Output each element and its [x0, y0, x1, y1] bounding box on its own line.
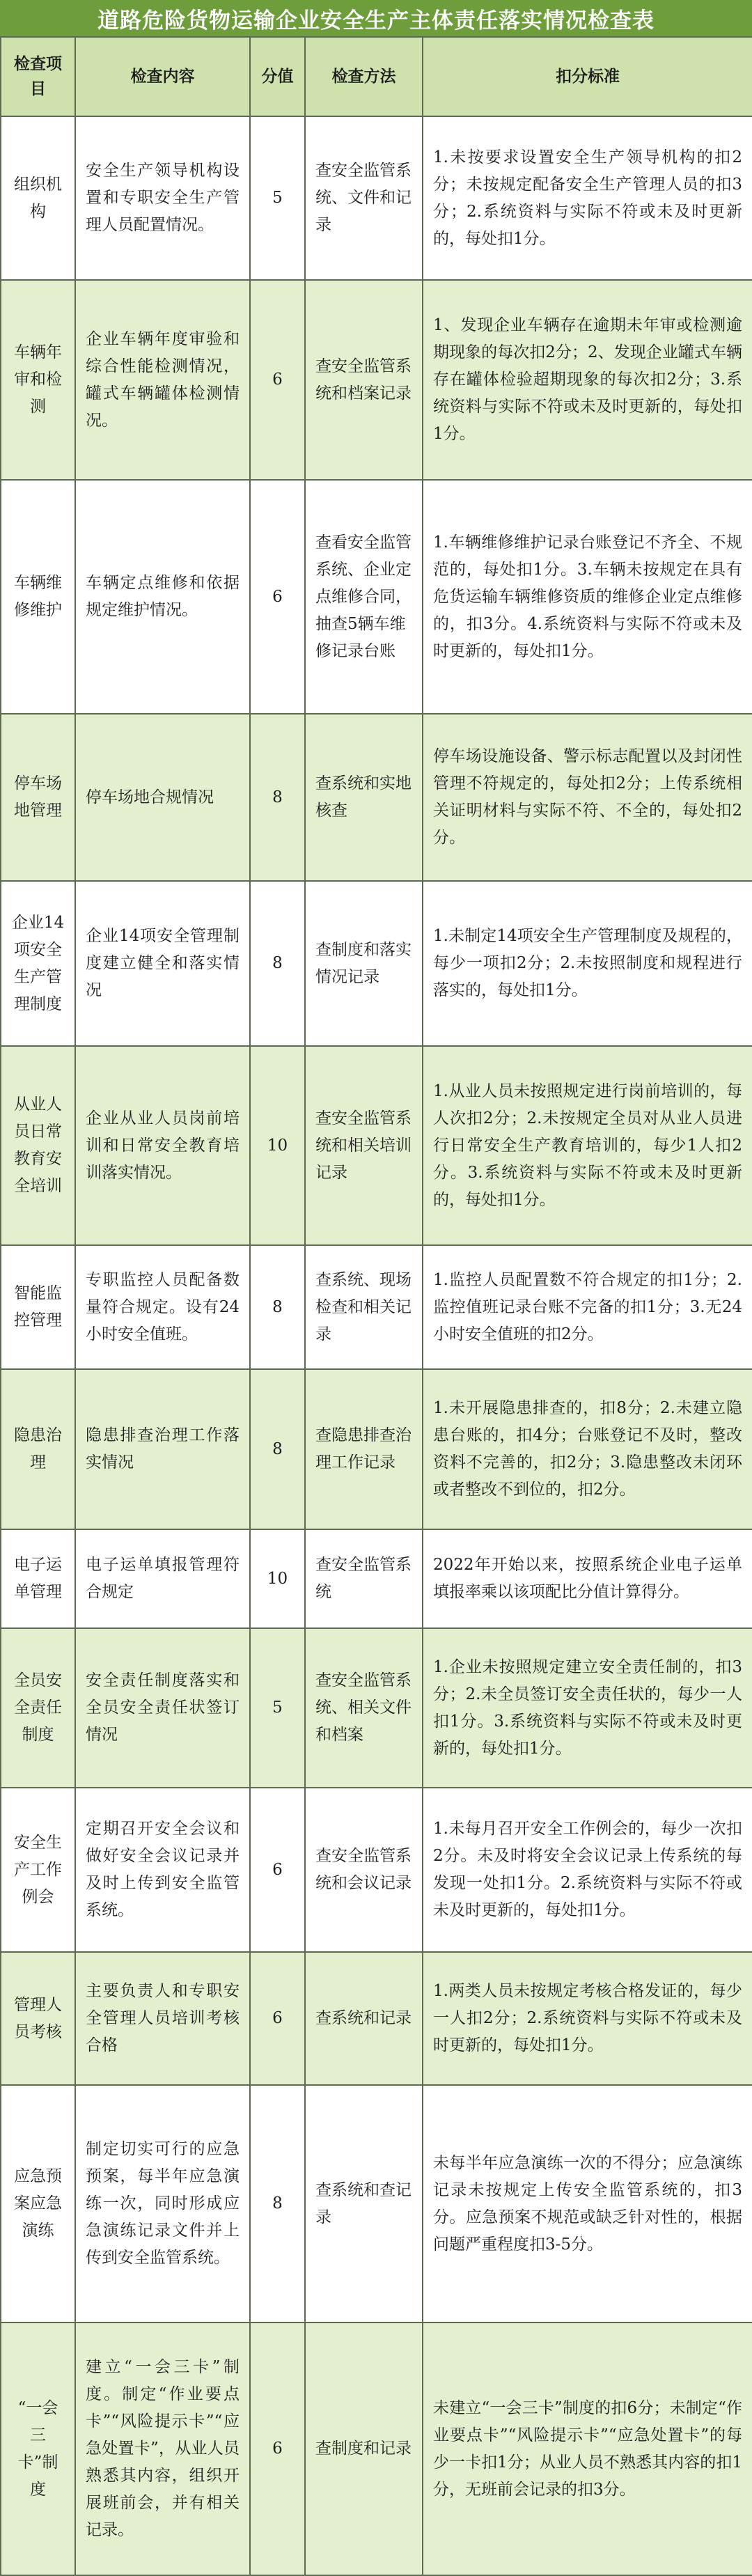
row-method: 查制度和记录 — [305, 2323, 423, 2575]
row-content: 专职监控人员配备数量符合规定。设有24小时安全值班。 — [75, 1245, 250, 1369]
row-criteria: 1.车辆维修维护记录台账登记不齐全、不规范的，每处扣1分。3.车辆未按规定在具有危货运输车辆维修资质的维修企业定点维修的，扣3分。4.系统资料与实际不符或未及时更新的，每处扣1分。 — [423, 480, 752, 714]
table-row — [1, 1788, 752, 1952]
row-item: 企业14项安全生产管理制度 — [1, 881, 75, 1046]
row-method: 查安全监管系统和相关培训记录 — [305, 1046, 423, 1245]
row-method: 查安全监管系统 — [305, 1529, 423, 1628]
row-criteria: 1.企业未按照规定建立安全责任制的，扣3分；2.未全员签订安全责任状的，每少一人扣1分。3.系统资料与实际不符或未及时更新的，每处扣1分。 — [423, 1628, 752, 1788]
row-criteria: 1、发现企业车辆存在逾期未年审或检测逾期现象的每次扣2分；2、发现企业罐式车辆存在罐体检验超期现象的每次扣2分；3.系统资料与实际不符或未及时更新的，每处扣1分。 — [423, 280, 752, 480]
row-score: 8 — [250, 1245, 305, 1369]
row-method: 查看安全监管系统、企业定点维修合同，抽查5辆车维修记录台账 — [305, 480, 423, 714]
table-row — [1, 714, 752, 881]
table-title: 道路危险货物运输企业安全生产主体责任落实情况检查表 — [0, 0, 752, 36]
row-criteria: 停车场设施设备、警示标志配置以及封闭性管理不符规定的，每处扣2分；上传系统相关证明材料与实际不符、不全的，每处扣2分。 — [423, 714, 752, 881]
row-item: 从业人员日常教育安全培训 — [1, 1046, 75, 1245]
header-method: 检查方法 — [305, 37, 423, 116]
row-method: 查制度和落实情况记录 — [305, 881, 423, 1046]
row-content: 停车场地合规情况 — [75, 714, 250, 881]
inspection-table — [0, 36, 752, 2576]
table-row — [1, 480, 752, 714]
row-score: 8 — [250, 714, 305, 881]
row-item: 管理人员考核 — [1, 1952, 75, 2085]
table-row — [1, 1369, 752, 1529]
header-criteria: 扣分标准 — [423, 37, 752, 116]
row-score: 10 — [250, 1529, 305, 1628]
row-criteria: 未建立“一会三卡”制度的扣6分；未制定“作业要点卡”“风险提示卡”“应急处置卡”的每少一卡扣1分；从业人员不熟悉其内容的扣1分，无班前会记录的扣3分。 — [423, 2323, 752, 2575]
row-item: 智能监控管理 — [1, 1245, 75, 1369]
table-row — [1, 1529, 752, 1628]
row-content: 隐患排查治理工作落实情况 — [75, 1369, 250, 1529]
row-content: 电子运单填报管理符合规定 — [75, 1529, 250, 1628]
row-method: 查系统和记录 — [305, 1952, 423, 2085]
row-method: 查系统、现场检查和相关记录 — [305, 1245, 423, 1369]
header-score: 分值 — [250, 37, 305, 116]
row-item: 应急预案应急演练 — [1, 2085, 75, 2323]
row-score: 5 — [250, 116, 305, 280]
row-score: 6 — [250, 2323, 305, 2575]
table-row — [1, 881, 752, 1046]
row-score: 8 — [250, 881, 305, 1046]
row-method: 查安全监管系统、相关文件和档案 — [305, 1628, 423, 1788]
table-header-row — [1, 37, 752, 116]
row-score: 8 — [250, 2085, 305, 2323]
header-content: 检查内容 — [75, 37, 250, 116]
row-content: 建立“一会三卡”制度。制定“作业要点卡”“风险提示卡”“应急处置卡”，从业人员熟悉其内容，组织开展班前会，并有相关记录。 — [75, 2323, 250, 2575]
row-method: 查系统和实地核查 — [305, 714, 423, 881]
table-row — [1, 1628, 752, 1788]
row-criteria: 未每半年应急演练一次的不得分；应急演练记录未按规定上传安全监管系统的，扣3分。应急预案不规范或缺乏针对性的，根据问题严重程度扣3-5分。 — [423, 2085, 752, 2323]
row-criteria: 1.未每月召开安全工作例会的，每少一次扣2分。未及时将安全会议记录上传系统的每发现一处扣1分。2.系统资料与实际不符或未及时更新的，每处扣1分。 — [423, 1788, 752, 1952]
row-method: 查安全监管系统和会议记录 — [305, 1788, 423, 1952]
table-row — [1, 1245, 752, 1369]
row-criteria: 1.未按要求设置安全生产领导机构的扣2分；未按规定配备安全生产管理人员的扣3分；2.系统资料与实际不符或未及时更新的，每处扣1分。 — [423, 116, 752, 280]
row-item: 组织机构 — [1, 116, 75, 280]
row-criteria: 1.未开展隐患排查的，扣8分；2.未建立隐患台账的，扣4分；台账登记不及时，整改资料不完善的，扣2分；3.隐患整改未闭环或者整改不到位的，扣2分。 — [423, 1369, 752, 1529]
row-score: 8 — [250, 1369, 305, 1529]
row-criteria: 1.两类人员未按规定考核合格发证的，每少一人扣2分；2.系统资料与实际不符或未及时更新的，每处扣1分。 — [423, 1952, 752, 2085]
row-content: 制定切实可行的应急预案，每半年应急演练一次，同时形成应急演练记录文件并上传到安全监管系统。 — [75, 2085, 250, 2323]
table-row — [1, 1952, 752, 2085]
table-row — [1, 2323, 752, 2575]
row-item: “一会三卡”制度 — [1, 2323, 75, 2575]
row-content: 企业从业人员岗前培训和日常安全教育培训落实情况。 — [75, 1046, 250, 1245]
row-content: 车辆定点维修和依据规定维护情况。 — [75, 480, 250, 714]
row-criteria: 1.从业人员未按照规定进行岗前培训的，每人次扣2分；2.未按规定全员对从业人员进行日常安全生产教育培训的，每少1人扣2分。3.系统资料与实际不符或未及时更新的，每处扣1分。 — [423, 1046, 752, 1245]
row-content: 定期召开安全会议和做好安全会议记录并及时上传到安全监管系统。 — [75, 1788, 250, 1952]
row-item: 全员安全责任制度 — [1, 1628, 75, 1788]
row-item: 隐患治理 — [1, 1369, 75, 1529]
row-criteria: 1.未制定14项安全生产管理制度及规程的，每少一项扣2分；2.未按照制度和规程进行落实的，每处扣1分。 — [423, 881, 752, 1046]
row-method: 查安全监管系统和档案记录 — [305, 280, 423, 480]
row-score: 5 — [250, 1628, 305, 1788]
row-criteria: 1.监控人员配置数不符合规定的扣1分；2.监控值班记录台账不完备的扣1分；3.无24小时安全值班的扣2分。 — [423, 1245, 752, 1369]
row-content: 主要负责人和专职安全管理人员培训考核合格 — [75, 1952, 250, 2085]
table-row — [1, 2085, 752, 2323]
table-row — [1, 116, 752, 280]
row-content: 安全生产领导机构设置和专职安全生产管理人员配置情况。 — [75, 116, 250, 280]
row-method: 查系统和查记录 — [305, 2085, 423, 2323]
row-item: 车辆年审和检测 — [1, 280, 75, 480]
row-item: 车辆维修维护 — [1, 480, 75, 714]
header-item: 检查项目 — [1, 37, 75, 116]
row-content: 企业14项安全管理制度建立健全和落实情况 — [75, 881, 250, 1046]
row-criteria: 2022年开始以来，按照系统企业电子运单填报率乘以该项配比分值计算得分。 — [423, 1529, 752, 1628]
row-score: 10 — [250, 1046, 305, 1245]
row-item: 停车场地管理 — [1, 714, 75, 881]
row-method: 查隐患排查治理工作记录 — [305, 1369, 423, 1529]
row-score: 6 — [250, 1952, 305, 2085]
row-content: 企业车辆年度审验和综合性能检测情况，罐式车辆罐体检测情况。 — [75, 280, 250, 480]
table-row — [1, 280, 752, 480]
row-content: 安全责任制度落实和全员安全责任状签订情况 — [75, 1628, 250, 1788]
row-item: 安全生产工作例会 — [1, 1788, 75, 1952]
table-row — [1, 1046, 752, 1245]
row-method: 查安全监管系统、文件和记录 — [305, 116, 423, 280]
row-score: 6 — [250, 1788, 305, 1952]
row-score: 6 — [250, 480, 305, 714]
row-score: 6 — [250, 280, 305, 480]
row-item: 电子运单管理 — [1, 1529, 75, 1628]
